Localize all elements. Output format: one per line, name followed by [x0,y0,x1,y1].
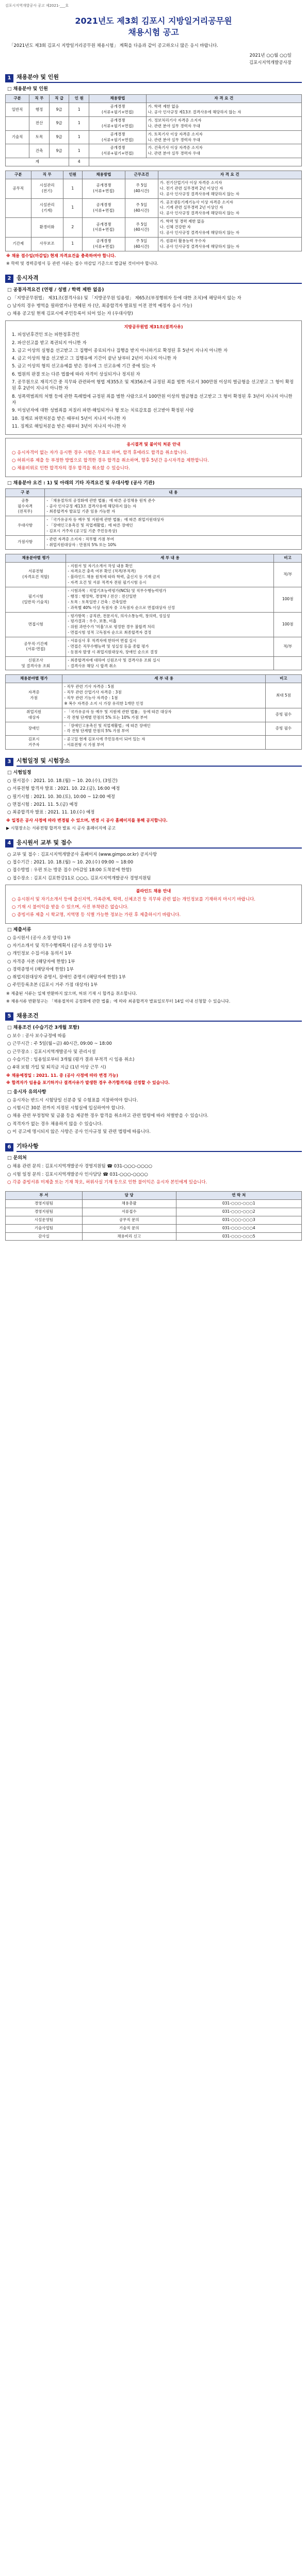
cell-category: 필기시험 (일반직·기술직) [6,587,66,613]
section-sub: □ 문의처 [7,1156,27,1161]
section-2-header [5,274,302,284]
text-line: ○ 채용비위로 인한 합격자의 경우 합격을 취소할 수 있습니다. [12,466,130,471]
column-header: 구분 [6,171,31,179]
section-title: 기타사항 [17,1142,302,1152]
cell-content: - 지원서 및 자기소개서 작성 내용 확인 - 자격요건 충족 여부 확인 (적격/부적격) - 블라인드 채용 원칙에 따라 학력, 출신지 등 기재 금지 - 자격 요건 및 서류 적격자 전원 필기시험 응시 [66,562,274,587]
column-header: 채용분야별 평가 [6,675,62,683]
text-line: ○ 자격증 사본 (해당자에 한함) 1부 [7,959,75,964]
cell-category: 신원조사 및 결격사유 조회 [6,656,66,670]
text-line: ○ 증빙서류 제출 시 학교명, 지역명 등 식별 가능한 정보는 가린 후 제출하시기 바랍니다. [12,912,181,918]
text-line: ○ 접수장소 : 김포시 김포한강11로 ○○○, 김포시지역개발공사 경영지원팀 [7,875,151,881]
cell-method: 공개경쟁 (서류+면접) [82,198,125,218]
box-title: 블라인드 채용 안내 [136,889,171,894]
column-header: 채용분야별 평가 [6,554,66,562]
text-line: ○ 접수방법 : 우편 또는 방문 접수 (마감일 18:00 도착분에 한함) [7,868,132,873]
text-line: 10. 징계로 파면처분을 받은 때부터 5년이 지나지 아니한 자 [12,416,126,421]
cell-category: 취업지원 대상자 [6,708,62,722]
cell-content: - 「국가유공자 등 예우 및 지원에 관한 법률」에 따른 취업지원대상자 - 「장애인고용촉진 및 직업재활법」에 따른 장애인 - 김포시 거주자 (공고일 기준 주민등록상) [45,516,302,536]
text-line: 3. 금고 이상의 실형을 선고받고 그 집행이 종료되거나 집행을 받지 아니하기로 확정된 후 5년이 지나지 아니한 자 [12,348,228,353]
section-5-header [5,1012,302,1022]
table-total-row [6,158,302,166]
note: ▶ 시험장소는 서류전형 합격자 발표 시 공사 홈페이지에 공고 [6,826,116,831]
table-row [6,722,302,736]
text-line: 6. 법원의 판결 또는 다른 법률에 따라 자격이 상실되거나 정지된 자 [12,371,140,377]
text-line: ○ 자기소개서 및 직무수행계획서 (공사 소정 양식) 1부 [7,943,112,948]
table-cell: 031-○○○-○○○5 [176,1232,301,1241]
text-line: ○ 채용 관련 문의 : 김포시지역개발공사 경영지원팀 ☎ 031-○○○-○○○○ [7,1164,152,1170]
cell-content: - 평가항목 : 공직관, 전문지식, 의사소통능력, 창의력, 성실성 - 평가결과 : 우수, 보통, 미흡 - 위원 과반수가 '미흡'으로 평정한 경우 불합격 처리 - 면접시험 성적 고득점자 순으로 최종합격자 결정 [66,612,274,637]
text-line: ○ 필기시험 : 2021. 10. 30.(토), 10:00 ~ 12:00 예정 [7,794,115,800]
text-line: ○ 주민등록초본 (김포시 거주 가점 대상자) 1부 [7,982,98,988]
section-title: 시험일정 및 시험장소 [17,757,302,767]
bonus-table [5,674,302,750]
table-row [6,497,302,516]
cell-note [265,736,301,750]
cell-content: - 「장애인고용촉진 및 직업재활법」에 따른 장애인 - 각 전형 단계별 만점의 5% 가점 부여 [62,722,266,736]
column-header: 구 분 [6,488,45,497]
note: ※ 학력 및 경력증명서 등 관련 서류는 접수 마감일 기준으로 발급된 것이어야 합니다. [6,261,158,266]
contact-table [5,1191,302,1241]
section-3-header [5,757,302,767]
section-sub: □ 제출서류 [7,927,31,933]
section-title: 채용분야 및 인원 [17,73,302,83]
cell-category: 김포시 거주자 [6,736,62,750]
table-cell: 031-○○○-○○○2 [176,1208,301,1216]
column-header: 채용방법 [82,171,125,179]
text-line: ※ 제출된 서류는 일체 반환하지 않으며, 허위 기재 시 합격을 취소합니다. [6,991,137,996]
text-line: ※ 채용예정일 : 2021. 11. 중 (공사 사정에 따라 변경 가능) [6,1073,118,1078]
cell-note: 100점 [274,612,302,637]
table-cell: 031-○○○-○○○3 [176,1216,301,1224]
table-row [6,116,302,130]
text-line: ○ 응시자는 반드시 시험당일 신분증 및 수험표를 지참하여야 합니다. [7,1097,138,1103]
text-line: ○ 남자의 경우 병역을 필하였거나 면제된 자 (단, 최종합격자 발표일 이전 전역 예정자 응시 가능) [7,303,192,309]
section-4-header [5,839,302,849]
cell-grade: 9급 [49,103,69,117]
table-row [6,179,302,198]
table-row [6,1232,302,1241]
table-row [6,708,302,722]
cell-category [6,198,31,218]
text-line: ○ 적격자가 없는 경우 채용하지 않을 수 있습니다. [7,1121,103,1127]
cell-count: 1 [69,144,89,158]
box-title: 지방공무원법 제31조(결격사유) [124,324,183,329]
table-cell: 경영지원팀 [6,1208,83,1216]
cell-content: - 공고일 현재 김포시에 주민등록이 되어 있는 자 - 서류전형 시 가점 부여 [62,736,266,750]
cell-note: 100점 [274,587,302,613]
notice-page [5,0,302,1251]
cell-requirement: 가. 정보처리기사 자격증 소지자 나. 관련 분야 실무 경력자 우대 [146,116,301,130]
table-row [6,1208,302,1216]
text-line: ○ 서류전형 합격자 발표 : 2021. 10. 22.(금), 16:00 예정 [7,786,120,792]
text-line: ○ 채용 공고일 현재 김포시에 주민등록이 되어 있는 자 (우대사항) [7,311,133,317]
table-row [6,656,302,670]
text-line: ○ 시험시간 30분 전까지 지정된 시험실에 입실하여야 합니다. [7,1106,125,1111]
cell-category: 가점사항 [6,535,45,549]
table-cell: 감사실 [6,1232,83,1241]
table-cell: 경영지원팀 [6,1200,83,1208]
text-line: ○ 경력증명서 (해당자에 한함) 1부 [7,967,74,972]
cell-note: 적/부 [274,637,302,657]
total-label: 계 [6,158,69,166]
section-sub: □ 시험일정 [7,770,31,776]
column-header: 자 격 요 건 [158,171,302,179]
text-line: 5. 금고 이상의 형의 선고유예를 받은 경우에 그 선고유예 기간 중에 있는 자 [12,364,156,369]
text-line: ○ 접수기간 : 2021. 10. 18.(월) ~ 10. 20.(수) 09:00 ~ 18:00 [7,860,134,866]
cell-content: - 「국가유공자 등 예우 및 지원에 관한 법률」 등에 따른 대상자 - 각 전형 단계별 만점의 5% 또는 10% 가점 부여 [62,708,266,722]
table-row [6,637,302,657]
table-row [6,612,302,637]
cell-category: 공통 필수자격 (전직무) [6,497,45,516]
section-number: 5 [5,1012,13,1021]
cell-condition: 주 5일 (40시간) [125,237,158,251]
text-line: ○ 응시자격이 없는 자가 응시한 경우 시험은 무효로 하며, 합격 후에라도 합격을 취소합니다. [12,450,188,455]
cell-requirement: 가. 건축기사 이상 자격증 소지자 나. 관련 분야 실무 경력자 우대 [146,144,301,158]
text-line: ○ 이 공고에 명시되지 않은 사항은 공사 인사규정 및 관련 법령에 따릅니다. [7,1129,151,1134]
cell-empty [89,158,302,166]
text-line: ○ 근무시간 : 주 5일(월~금) 40시간, 09:00 ~ 18:00 [7,1041,112,1047]
text-line: ○ 응시원서 (공사 소정 양식) 1부 [7,935,71,941]
table-row [6,562,302,587]
evaluation-table [5,554,302,671]
text-line: 1. 피성년후견인 또는 피한정후견인 [12,332,80,338]
cell-requirement: 가. 전기산업기사 이상 자격증 소지자 나. 전기 관련 실무경력 2년 이상인 자 다. 공사 인사규정 결격사유에 해당하지 않는 자 [158,179,302,198]
section-number: 1 [5,74,13,82]
cell-category: 자격증 가점 [6,683,62,708]
text-line: 11. 징계로 해임처분을 받은 때부터 3년이 지나지 아니한 자 [12,423,126,429]
cell-category: 공무직 [6,179,31,198]
cell-grade: 9급 [49,130,69,144]
notice-title [5,15,302,38]
column-header: 세 부 내 용 [62,675,266,683]
column-header: 인원 [63,171,82,179]
table-row [6,587,302,613]
text-line: ○ 응시원서 및 자기소개서 등에 출신지역, 가족관계, 학력, 신체조건 등 직무와 관련 없는 개인정보를 기재하지 마시기 바랍니다. [12,896,256,902]
cell-content: - 최종합격자에 대하여 신원조사 및 결격사유 조회 실시 - 결격사유 해당 시 합격 취소 [66,656,274,670]
column-header: 비고 [274,554,302,562]
cell-category: 공무직·기간제 (서류·면접) [6,637,66,657]
note: ※ 일정은 공사 사정에 따라 변경될 수 있으며, 변경 시 공사 홈페이지를 통해 공지합니다. [6,818,168,823]
cell-duty: 토목 [29,130,50,144]
cell-duty: 건축 [29,144,50,158]
text-line: ○ 4대 보험 가입 및 퇴직금 지급 (1년 이상 근무 시) [7,1065,106,1071]
cell-requirement: 가. 공조냉동기계기능사 이상 자격증 소지자 나. 기계 관련 실무경력 2년 이상인 자 다. 공사 인사규정 결격사유에 해당하지 않는 자 [158,198,302,218]
cell-method: 공개경쟁 (서류+면접) [82,237,125,251]
title-line1: 2021년도 제3회 김포시 지방일거리공무원 [75,16,232,26]
section-sub: □ 공통자격요건 (연령 / 성별 / 학력 제한 없음) [7,287,104,293]
column-header: 담 당 [82,1192,176,1200]
table-row [6,218,302,238]
cell-category: 일반직 [6,103,29,117]
column-header: 비고 [265,675,301,683]
text-line: ○ 근무장소 : 김포시지역개발공사 및 관리시설 [7,1049,96,1055]
cell-count: 1 [69,130,89,144]
section-number: 6 [5,1143,13,1151]
text-line: ○ 취업지원대상자 증명서, 장애인 증명서 (해당자에 한함) 1부 [7,975,126,980]
blind-hiring-box [5,885,302,924]
intro-text: 「2021년도 제3회 김포시 지방일거리공무원 채용시험」 계획을 다음과 같이 공고하오니 많은 응시 바랍니다. [9,43,218,49]
text-line: ※ 합격자가 임용을 포기하거나 결격사유가 발생한 경우 추가합격자를 선정할 수 있습니다. [6,1080,170,1086]
cell-category: 장애인 [6,722,62,736]
table-row [6,683,302,708]
text-line: ○ 채용 관련 부정청탁 및 금품 등을 제공한 경우 합격을 취소하고 관련 법령에 따라 처벌받을 수 있습니다. [7,1113,209,1119]
cell-content: - 시험과목 : 직업기초능력평가(NCS) 및 직무수행능력평가 - 행정 : 행정학, 경영학 / 전산 : 전산일반 - 토목 : 토목일반 / 건축 : 건축일반 - 과목별 40% 이상 득점자 중 고득점자 순으로 면접대상자 선정 [66,587,274,613]
cell-method: 공개경쟁 (서류+필기+면접) [89,144,147,158]
cell-category: 서류전형 (자격요건 적합) [6,562,66,587]
cell-requirement: 가. 학력 제한 없음 나. 공사 인사규정 제13조 결격사유에 해당하지 않는 자 [146,103,301,117]
cell-category: 면접시험 [6,612,66,637]
table-row [6,144,302,158]
table-cell: 031-○○○-○○○4 [176,1224,301,1232]
cell-note: 증빙 필수 [265,708,301,722]
table-cell: 채용비리 신고 [82,1232,176,1241]
section-title: 응시원서 교부 및 접수 [17,839,302,849]
column-header: 구분 [6,95,29,103]
table-row [6,237,302,251]
cell-note [274,656,302,670]
cell-requirement: 가. 학력 및 경력 제한 없음 나. 신체 건강한 자 다. 공사 인사규정 결격사유에 해당하지 않는 자 [158,218,302,238]
table-cell: 서류접수 [82,1208,176,1216]
column-header: 연 락 처 [176,1192,301,1200]
column-header: 근무조건 [125,171,158,179]
cell-count: 1 [63,237,82,251]
cell-grade: 9급 [49,144,69,158]
warning-text: ○ 각종 증빙서류 미제출 또는 기재 착오, 허위사실 기재 등으로 인한 불이익은 응시자 본인에게 있습니다. [7,1179,207,1185]
cell-condition: 주 5일 (40시간) [125,218,158,238]
column-header: 직 무 [29,95,50,103]
cell-condition: 주 5일 (40시간) [125,198,158,218]
text-line: ○ 교부 및 접수 : 김포시지역개발공사 홈페이지 (www.gimpo.or.kr) 공지사항 [7,852,157,857]
section-number: 3 [5,758,13,766]
cell-method: 공개경쟁 (서류+면접) [82,218,125,238]
cell-duty: 시설관리 (기계) [31,198,63,218]
cell-category: 기술직 [6,130,29,144]
table-row [6,535,302,549]
disqualification-box [5,320,302,435]
section-1-header [5,73,302,83]
column-header: 자 격 요 건 [146,95,301,103]
text-line: ○ 보수 : 공사 보수규정에 따름 [7,1033,67,1039]
cell-requirement: 가. 토목기사 이상 자격증 소지자 나. 관련 분야 실무 경력자 우대 [146,130,301,144]
table-row [6,736,302,750]
table-row [6,516,302,536]
cell-method: 공개경쟁 (서류+면접) [82,179,125,198]
text-line: 4. 금고 이상의 형을 선고받고 그 집행유예 기간이 끝난 날부터 2년이 지나지 아니한 자 [12,356,177,362]
text-line: ○ 수습기간 : 임용일로부터 3개월 (평가 결과 부적격 시 임용 취소) [7,1057,135,1062]
column-header: 내 용 [45,488,302,497]
requirements-table [5,488,302,550]
notice-org: 김포시지역개발공사장 [249,60,292,65]
cell-method: 공개경쟁 (서류+필기+면접) [89,130,147,144]
cell-category [6,218,31,238]
text-line: ○ 개인정보 수집·이용 동의서 1부 [7,951,72,957]
text-line: ○ 원서접수 : 2021. 10. 18.(월) ~ 10. 20.(수), (3일간) [7,778,118,784]
text-line: 9. 미성년자에 대한 성범죄를 저질러 파면·해임되거나 형 또는 치료감호를 선고받아 확정된 사람 [12,408,194,414]
section-sub: □ 채용조건 (수습기간 3개월 포함) [7,1025,79,1030]
total-count: 4 [69,158,89,166]
table-cell: 031-○○○-○○○1 [176,1200,301,1208]
table-row [6,130,302,144]
cell-grade: 9급 [49,116,69,130]
column-header: 부 서 [6,1192,83,1200]
table-cell: 공무직 문의 [82,1216,176,1224]
note: ※ 채용 접수일(마감일) 현재 자격요건을 충족하여야 합니다. [6,253,116,258]
cell-count: 1 [69,116,89,130]
cell-content: - 직무 관련 기사 자격증 : 5점 - 직무 관련 산업기사 자격증 : 3점 - 직무 관련 기능사 자격증 : 1점 ※ 복수 자격증 소지 시 가장 유리한 1개만 인정 [62,683,266,708]
table-row [6,103,302,117]
cell-category: 기간제 [6,237,31,251]
section-sub: □ 채용분야 요건 : 1) 및 아래의 기타 자격요건 및 우대사항 (공사 기관) [7,480,155,486]
section-number: 2 [5,275,13,283]
section-title: 응시자격 [17,274,302,284]
cell-duty: 행정 [29,103,50,117]
cell-method: 공개경쟁 (서류+필기+면접) [89,116,147,130]
table-row [6,1216,302,1224]
cell-count: 1 [69,103,89,117]
cell-category [6,116,29,130]
notice-number: 김포시지역개발공사 공고 제2021-___호 [5,4,69,8]
text-line: ○ 허위서류 제출 등 부정한 방법으로 합격한 경우 합격을 취소하며, 향후 5년간 응시자격을 제한합니다. [12,458,209,464]
table-row [6,1224,302,1232]
cell-duty: 환경미화 [31,218,63,238]
cell-duty: 시설관리 (전기) [31,179,63,198]
cell-duty: 사무보조 [31,237,63,251]
cell-method: 공개경쟁 (서류+필기+면접) [89,103,147,117]
cell-note: 적/부 [274,562,302,587]
title-line2: 채용시험 공고 [128,27,179,37]
section-6-header [5,1142,302,1152]
cell-category: 우대사항 [6,516,45,536]
positions-table-2 [5,171,302,251]
cell-count: 2 [63,218,82,238]
text-line: 8. 성폭력범죄의 처벌 등에 관한 특례법에 규정된 죄를 범한 사람으로서 100만원 이상의 벌금형을 선고받고 그 형이 확정된 후 3년이 지나지 아니한 자 [12,394,293,406]
cell-count: 1 [63,198,82,218]
column-header: 직 급 [49,95,69,103]
cell-content: - 「채용절차의 공정화에 관한 법률」에 따른 공정채용 원칙 준수 - 공사 인사규정 제13조 결격사유에 해당하지 않는 자 - 최종합격자 발표일 기준 임용 가능한 자 [45,497,302,516]
text-line: ※ 채용서류 반환청구는 「채용절차의 공정화에 관한 법률」에 따라 최종합격자 발표일로부터 14일 이내 신청할 수 있습니다. [6,999,231,1004]
cell-note: 증빙 필수 [265,722,301,736]
column-header: 인 원 [69,95,89,103]
table-cell: 채용총괄 [82,1200,176,1208]
table-cell: 시설운영팀 [6,1216,83,1224]
text-line: 2. 파산선고를 받고 복권되지 아니한 자 [12,340,87,346]
cell-note: 최대 5점 [265,683,301,708]
text-line: ○ 최종합격자 발표 : 2021. 11. 10.(수) 예정 [7,810,95,816]
section-sub: □ 응시자 유의사항 [7,1089,46,1095]
cell-requirement: 가. 컴퓨터 활용능력 우수자 나. 공사 인사규정 결격사유에 해당하지 않는 자 [158,237,302,251]
column-header: 직 무 [31,171,63,179]
section-sub: □ 채용분야 및 인원 [7,87,48,92]
cell-category [6,144,29,158]
table-cell: 기술직 문의 [82,1224,176,1232]
text-line: ○ 시험 일정 문의 : 김포시지역개발공사 인사담당 ☎ 031-○○○-○○○○ [7,1172,148,1177]
table-row [6,1200,302,1208]
positions-table [5,94,302,166]
section-title: 채용조건 [17,1012,302,1022]
text-line: ○ 면접시험 : 2021. 11. 5.(금) 예정 [7,802,78,808]
section-number: 4 [5,839,13,848]
text-line: 7. 공무원으로 재직기간 중 직무와 관련하여 형법 제355조 및 제356조에 규정된 죄를 범한 자로서 300만원 이상의 벌금형을 선고받고 그 형이 확정된 후 2년이 지나지 아니한 자 [12,380,294,392]
cell-content: - 서류심사 후 적격자에 한하여 면접 실시 - 면접은 직무수행능력 및 성실성 등을 종합 평가 - 동점자 발생 시 취업지원대상자, 장애인 순으로 결정 [66,637,274,657]
table-row [6,198,302,218]
notice-date: 2021년 ○○월 ○○일 [249,53,292,58]
table-cell: 기술사업팀 [6,1224,83,1232]
text-line: ○ 기재 시 불이익을 받을 수 있으며, 사진 부착란은 없습니다. [12,904,128,910]
column-header: 채용방법 [89,95,147,103]
column-header: 세 부 내 용 [66,554,274,562]
warning-box [5,438,302,477]
cell-duty: 전산 [29,116,50,130]
cell-condition: 주 5일 (40시간) [125,179,158,198]
text-line: ○ 「지방공무원법」 제31조(결격사유) 및 「지방공무원 임용령」 제65조(부정행위자 등에 대한 조치)에 해당하지 않는 자 [7,295,241,301]
box-title: 응시결격 및 불이익 처분 안내 [126,442,181,447]
cell-content: - 관련 자격증 소지자 : 직무별 가점 부여 - 취업지원대상자 : 만점의 5% 또는 10% [45,535,302,549]
cell-count: 1 [63,179,82,198]
